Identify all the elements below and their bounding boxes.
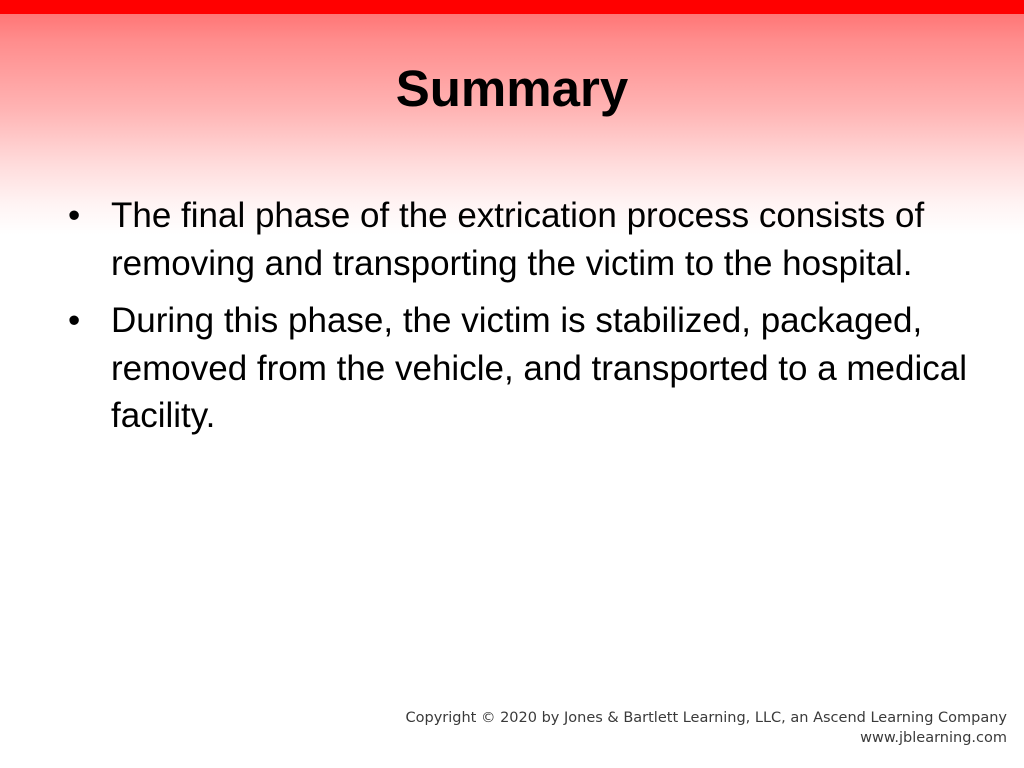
- top-accent-bar: [0, 0, 1024, 14]
- copyright-text: Copyright © 2020 by Jones & Bartlett Learning, LLC, an Ascend Learning Company: [405, 710, 1007, 726]
- footer: [406, 708, 1007, 748]
- bullet-text: During this phase, the victim is stabilized, packaged, removed from the vehicle, and transported to a medical facility.: [111, 301, 967, 435]
- bullet-dot-icon: •: [68, 196, 81, 235]
- bullet-text: The final phase of the extrication process consists of removing and transporting the victim to the hospital.: [111, 196, 925, 283]
- bullet-item: [68, 297, 968, 440]
- footer-url: www.jblearning.com: [860, 730, 1007, 746]
- bullet-list: [68, 192, 968, 450]
- bullet-item: [68, 192, 968, 287]
- slide-title: Summary: [395, 60, 629, 117]
- bullet-dot-icon: •: [68, 301, 81, 340]
